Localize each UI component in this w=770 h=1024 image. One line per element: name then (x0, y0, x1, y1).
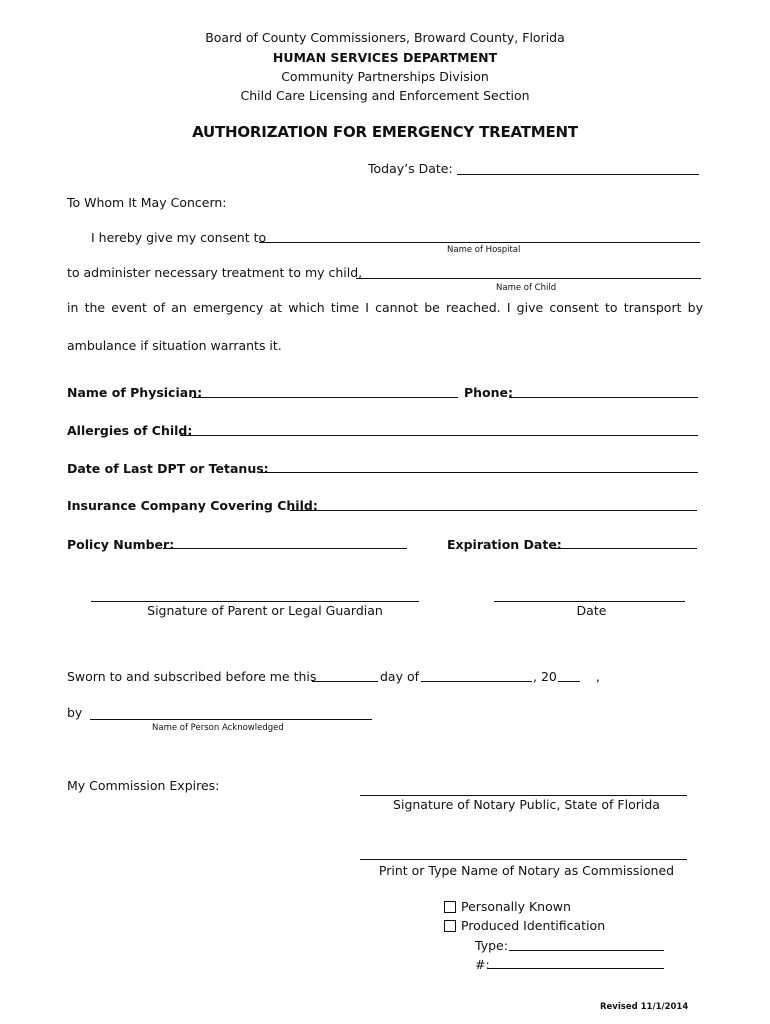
dpt-field[interactable] (259, 472, 698, 473)
insurance-label: Insurance Company Covering Child: (67, 498, 318, 513)
notary-signature-caption: Signature of Notary Public, State of Florida (393, 797, 660, 812)
id-type-field[interactable] (509, 950, 664, 951)
hospital-field[interactable] (259, 242, 700, 243)
id-number-field[interactable] (488, 968, 664, 969)
notary-name-field[interactable] (360, 859, 687, 860)
year-suffix: , (596, 669, 600, 684)
hospital-caption: Name of Hospital (447, 245, 521, 255)
physician-label: Name of Physician: (67, 385, 203, 400)
consent-line-2: to administer necessary treatment to my child, (67, 265, 363, 280)
physician-field[interactable] (192, 397, 458, 398)
signature-date-caption: Date (576, 603, 607, 618)
allergies-label: Allergies of Child: (67, 423, 193, 438)
id-type-label: Type: (475, 938, 508, 953)
consent-line-4: ambulance if situation warrants it. (67, 338, 282, 353)
person-acknowledged-caption: Name of Person Acknowledged (152, 723, 284, 733)
expiration-label: Expiration Date: (447, 537, 562, 552)
header-county: Board of County Commissioners, Broward County, Florida (205, 30, 565, 45)
produced-id-label: Produced Identification (461, 918, 606, 933)
header-division: Community Partnerships Division (281, 69, 489, 84)
insurance-field[interactable] (290, 510, 697, 511)
policy-label: Policy Number: (67, 537, 175, 552)
phone-label: Phone: (464, 385, 514, 400)
parent-signature-field[interactable] (91, 601, 419, 602)
signature-date-field[interactable] (494, 601, 685, 602)
notary-name-caption: Print or Type Name of Notary as Commissioned (378, 863, 675, 878)
produced-id-checkbox[interactable] (444, 920, 456, 932)
personally-known-checkbox[interactable] (444, 901, 456, 913)
todays-date-field[interactable] (457, 174, 699, 175)
salutation: To Whom It May Concern: (67, 195, 227, 210)
sworn-month-field[interactable] (421, 681, 532, 682)
todays-date-label: Today’s Date: (368, 161, 453, 176)
sworn-text: Sworn to and subscribed before me this (67, 669, 317, 684)
sworn-day-field[interactable] (312, 681, 378, 682)
by-text: by (67, 705, 83, 720)
consent-line-3: in the event of an emergency at which time I cannot be reached. I give consent to transport by (67, 300, 703, 315)
notary-signature-field[interactable] (360, 795, 687, 796)
expiration-field[interactable] (552, 548, 697, 549)
consent-line-1: I hereby give my consent to (91, 230, 267, 245)
sworn-year-field[interactable] (558, 681, 580, 682)
child-caption: Name of Child (496, 283, 557, 293)
person-acknowledged-field[interactable] (90, 719, 372, 720)
header-department: HUMAN SERVICES DEPARTMENT (272, 50, 498, 65)
dpt-label: Date of Last DPT or Tetanus: (67, 461, 269, 476)
header-section: Child Care Licensing and Enforcement Section (240, 88, 530, 103)
allergies-field[interactable] (180, 435, 698, 436)
id-number-label: #: (475, 957, 490, 972)
child-name-field[interactable] (356, 278, 701, 279)
day-of-text: day of (380, 669, 420, 684)
phone-field[interactable] (509, 397, 698, 398)
form-title: AUTHORIZATION FOR EMERGENCY TREATMENT (192, 123, 578, 141)
year-prefix: , 20 (533, 669, 557, 684)
commission-expires-label: My Commission Expires: (67, 778, 220, 793)
personally-known-label: Personally Known (461, 899, 571, 914)
parent-signature-caption: Signature of Parent or Legal Guardian (147, 603, 383, 618)
policy-field[interactable] (163, 548, 407, 549)
revised-date: Revised 11/1/2014 (600, 1002, 689, 1012)
